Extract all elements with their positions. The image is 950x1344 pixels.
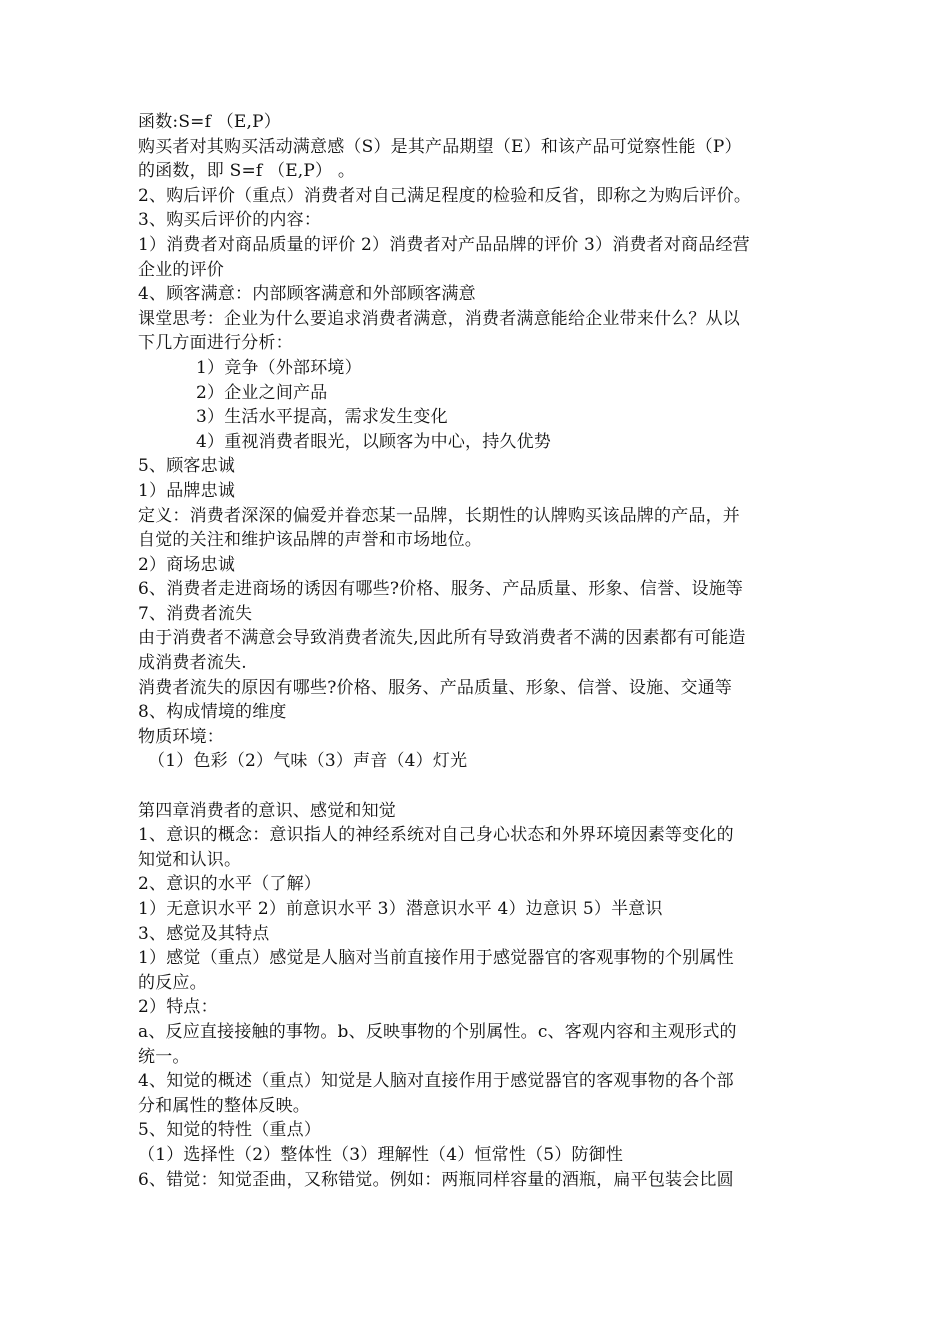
text-line: 知觉和认识。	[138, 849, 242, 870]
list-item: 4）重视消费者眼光，以顾客为中心，持久优势	[196, 431, 552, 452]
text-line: 分和属性的整体反映。	[138, 1095, 310, 1116]
text-line: 4、知觉的概述（重点）知觉是人脑对直接作用于感觉器官的客观事物的各个部	[138, 1071, 734, 1092]
section-heading: 3、感觉及其特点	[138, 923, 270, 944]
text-line: 1）感觉（重点）感觉是人脑对当前直接作用于感觉器官的客观事物的个别属性	[138, 948, 734, 969]
text-line: 由于消费者不满意会导致消费者流失,因此所有导致消费者不满的因素都有可能造	[138, 628, 746, 649]
text-line: 企业的评价	[138, 259, 224, 280]
text-line: 消费者流失的原因有哪些?价格、服务、产品质量、形象、信誉、设施、交通等	[138, 677, 733, 698]
text-line: 的函数，即 S=f （E,P） 。	[138, 161, 356, 182]
chapter-title: 第四章消费者的意识、感觉和知觉	[138, 800, 396, 821]
list-item: （1）选择性（2）整体性（3）理解性（4）恒常性（5）防御性	[138, 1144, 624, 1165]
text-line: 课堂思考：企业为什么要追求消费者满意，消费者满意能给企业带来什么？从以	[138, 308, 740, 329]
section-heading: 8、构成情境的维度	[138, 702, 287, 723]
text-line: 1）无意识水平 2）前意识水平 3）潜意识水平 4）边意识 5）半意识	[138, 899, 663, 919]
text-line: 下几方面进行分析：	[138, 333, 293, 354]
section-heading: 7、消费者流失	[138, 603, 253, 624]
text-line: 1）品牌忠诚	[138, 480, 236, 501]
text-line: 3、购买后评价的内容：	[138, 210, 322, 231]
text-line: 4、顾客满意：内部顾客满意和外部顾客满意	[138, 284, 476, 305]
text-line: 6、消费者走进商场的诱因有哪些?价格、服务、产品质量、形象、信誉、设施等	[138, 579, 744, 600]
list-item: 2）企业之间产品	[196, 382, 328, 403]
section-heading: 2、意识的水平（了解）	[138, 874, 322, 895]
text-line: 购买者对其购买活动满意感（S）是其产品期望（E）和该产品可觉察性能（P）	[138, 136, 742, 157]
text-line: 成消费者流失.	[138, 653, 247, 674]
text-line: a、反应直接接触的事物。b、反映事物的个别属性。c、客观内容和主观形式的	[138, 1021, 737, 1042]
list-item: 3）生活水平提高，需求发生变化	[196, 407, 448, 428]
list-item: 1）竞争（外部环境）	[196, 357, 362, 378]
text-line: 2）特点：	[138, 997, 218, 1018]
text-line: 1、意识的概念：意识指人的神经系统对自己身心状态和外界环境因素等变化的	[138, 825, 734, 846]
blank-line	[138, 774, 818, 799]
text-line: 物质环境：	[138, 726, 224, 747]
document-body	[138, 110, 818, 1192]
text-line: 1）消费者对商品质量的评价 2）消费者对产品品牌的评价 3）消费者对商品经营	[138, 234, 750, 255]
section-heading: 5、顾客忠诚	[138, 456, 236, 477]
text-line: 定义：消费者深深的偏爱并眷恋某一品牌，长期性的认牌购买该品牌的产品，并	[138, 505, 740, 526]
text-line: 自觉的关注和维护该品牌的声誉和市场地位。	[138, 530, 482, 551]
text-line: 函数:S=f （E,P）	[138, 112, 281, 132]
text-line: 2）商场忠诚	[138, 554, 236, 575]
text-line: 的反应。	[138, 972, 207, 993]
text-line: 统一。	[138, 1046, 190, 1067]
text-line: 2、购后评价（重点）消费者对自己满足程度的检验和反省，即称之为购后评价。	[138, 185, 752, 206]
list-item: （1）色彩（2）气味（3）声音（4）灯光	[148, 751, 468, 772]
text-line: 6、错觉：知觉歪曲，又称错觉。例如：两瓶同样容量的酒瓶，扁平包装会比圆	[138, 1169, 734, 1190]
section-heading: 5、知觉的特性（重点）	[138, 1120, 322, 1141]
